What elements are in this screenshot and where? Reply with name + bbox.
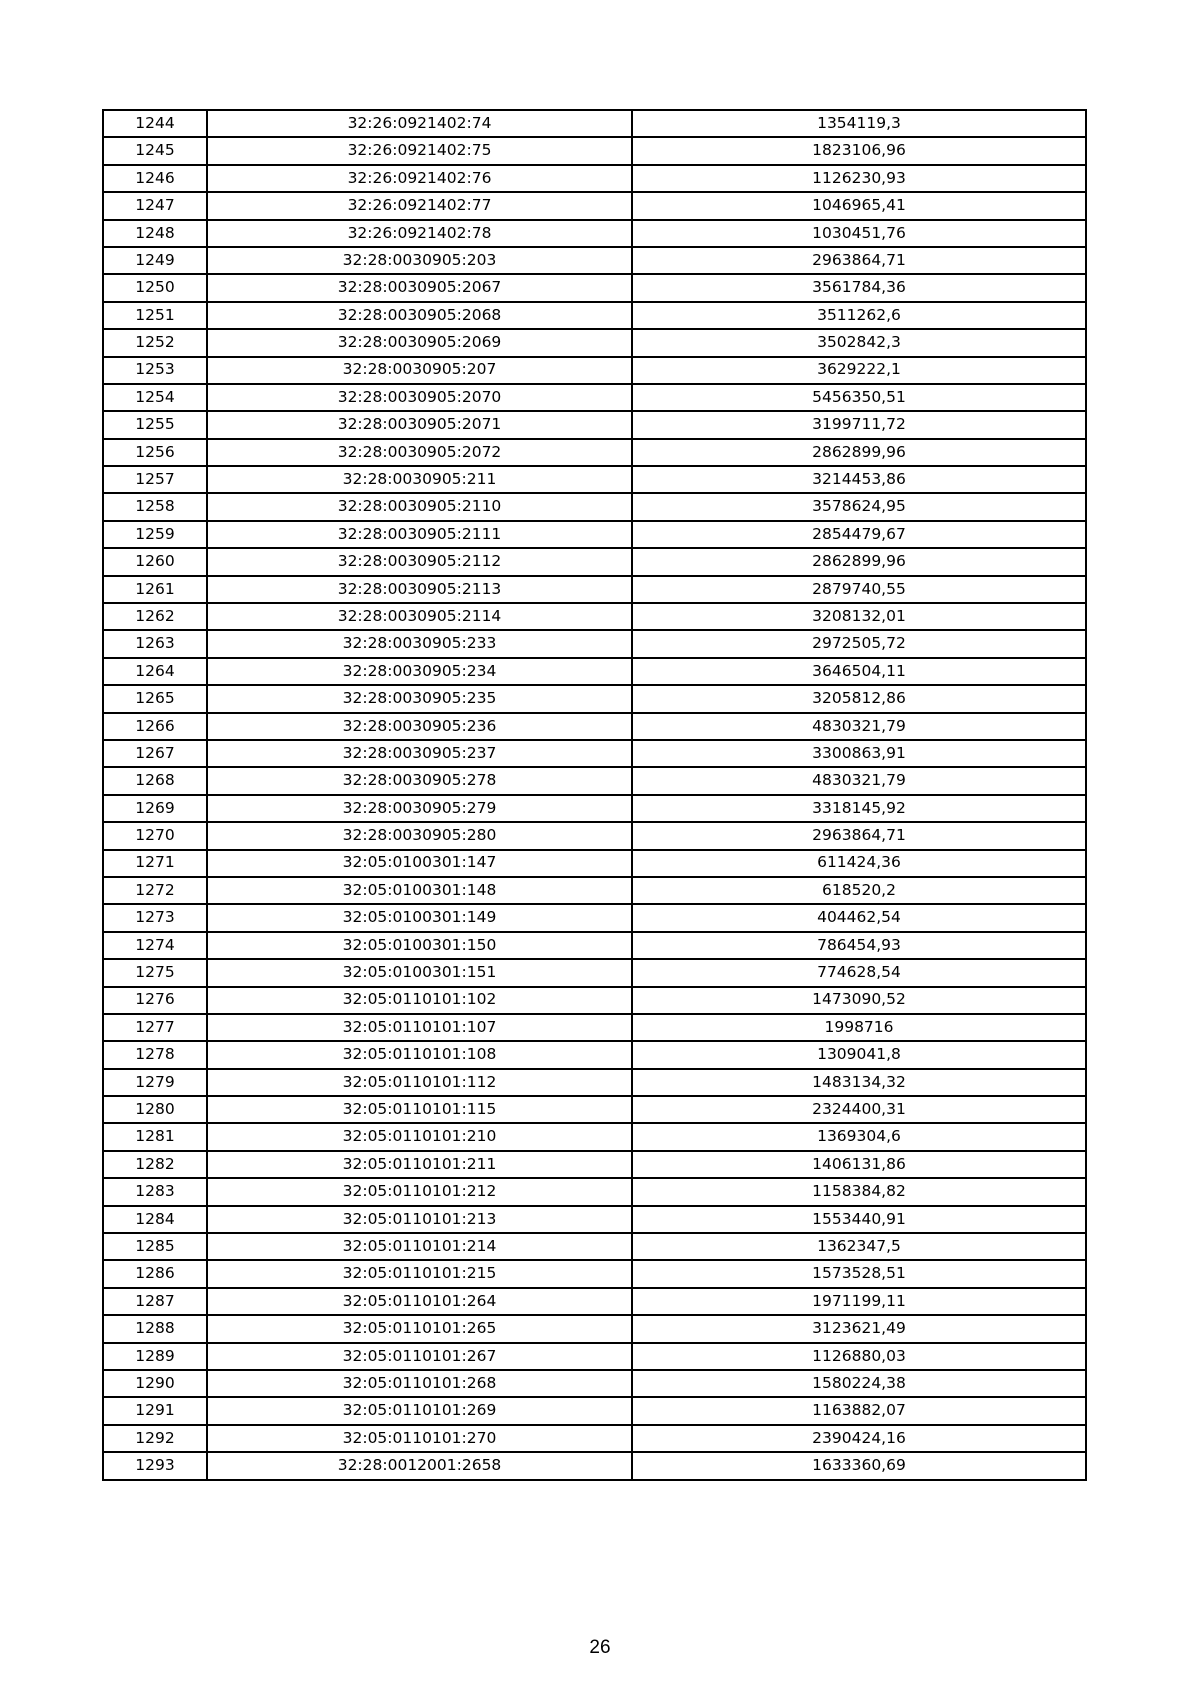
table-row [103, 685, 1086, 712]
row-number-cell: 1280 [103, 1096, 207, 1123]
cadastral-value-cell: 1126880,03 [632, 1343, 1086, 1370]
table-row [103, 850, 1086, 877]
cadastral-number-cell: 32:05:0110101:267 [207, 1343, 632, 1370]
cadastral-value-cell: 3502842,3 [632, 329, 1086, 356]
table-row [103, 137, 1086, 164]
cadastral-value-cell: 4830321,79 [632, 713, 1086, 740]
cadastral-value-cell: 1580224,38 [632, 1370, 1086, 1397]
table-row [103, 1096, 1086, 1123]
table-row [103, 740, 1086, 767]
row-number-cell: 1292 [103, 1425, 207, 1452]
table-body [103, 110, 1086, 1480]
table-row [103, 630, 1086, 657]
table-row [103, 1206, 1086, 1233]
cadastral-number-cell: 32:05:0100301:147 [207, 850, 632, 877]
cadastral-number-cell: 32:28:0030905:235 [207, 685, 632, 712]
cadastral-number-cell: 32:28:0030905:203 [207, 247, 632, 274]
cadastral-value-cell: 2862899,96 [632, 548, 1086, 575]
row-number-cell: 1270 [103, 822, 207, 849]
cadastral-value-cell: 404462,54 [632, 904, 1086, 931]
cadastral-value-cell: 1823106,96 [632, 137, 1086, 164]
cadastral-number-cell: 32:26:0921402:75 [207, 137, 632, 164]
table-row [103, 1315, 1086, 1342]
cadastral-number-cell: 32:05:0110101:264 [207, 1288, 632, 1315]
cadastral-number-cell: 32:28:0030905:2072 [207, 439, 632, 466]
cadastral-value-cell: 1030451,76 [632, 220, 1086, 247]
table-row [103, 493, 1086, 520]
cadastral-number-cell: 32:28:0030905:2070 [207, 384, 632, 411]
cadastral-value-cell: 3629222,1 [632, 357, 1086, 384]
cadastral-number-cell: 32:05:0110101:265 [207, 1315, 632, 1342]
cadastral-number-cell: 32:28:0030905:278 [207, 767, 632, 794]
cadastral-value-cell: 1362347,5 [632, 1233, 1086, 1260]
table-row [103, 1041, 1086, 1068]
row-number-cell: 1275 [103, 959, 207, 986]
cadastral-number-cell: 32:05:0110101:108 [207, 1041, 632, 1068]
row-number-cell: 1254 [103, 384, 207, 411]
cadastral-value-cell: 2963864,71 [632, 247, 1086, 274]
cadastral-number-cell: 32:28:0030905:2111 [207, 521, 632, 548]
cadastral-value-cell: 1309041,8 [632, 1041, 1086, 1068]
data-table-container [102, 109, 1087, 1481]
row-number-cell: 1256 [103, 439, 207, 466]
cadastral-value-cell: 1573528,51 [632, 1260, 1086, 1287]
cadastral-value-cell: 1483134,32 [632, 1069, 1086, 1096]
row-number-cell: 1269 [103, 795, 207, 822]
row-number-cell: 1274 [103, 932, 207, 959]
cadastral-value-cell: 2963864,71 [632, 822, 1086, 849]
cadastral-value-cell: 1473090,52 [632, 987, 1086, 1014]
row-number-cell: 1255 [103, 411, 207, 438]
cadastral-value-cell: 3318145,92 [632, 795, 1086, 822]
table-row [103, 274, 1086, 301]
row-number-cell: 1284 [103, 1206, 207, 1233]
cadastral-number-cell: 32:05:0110101:269 [207, 1397, 632, 1424]
table-row [103, 932, 1086, 959]
cadastral-number-cell: 32:26:0921402:76 [207, 165, 632, 192]
row-number-cell: 1265 [103, 685, 207, 712]
cadastral-number-cell: 32:28:0030905:2110 [207, 493, 632, 520]
table-row [103, 521, 1086, 548]
row-number-cell: 1278 [103, 1041, 207, 1068]
cadastral-value-cell: 1998716 [632, 1014, 1086, 1041]
table-row [103, 576, 1086, 603]
table-row [103, 1178, 1086, 1205]
row-number-cell: 1290 [103, 1370, 207, 1397]
table-row [103, 439, 1086, 466]
row-number-cell: 1291 [103, 1397, 207, 1424]
cadastral-number-cell: 32:05:0110101:215 [207, 1260, 632, 1287]
cadastral-value-cell: 1354119,3 [632, 110, 1086, 137]
cadastral-value-cell: 2390424,16 [632, 1425, 1086, 1452]
cadastral-value-table [102, 109, 1087, 1481]
cadastral-value-cell: 1046965,41 [632, 192, 1086, 219]
cadastral-value-cell: 611424,36 [632, 850, 1086, 877]
cadastral-number-cell: 32:28:0030905:236 [207, 713, 632, 740]
cadastral-number-cell: 32:28:0030905:2071 [207, 411, 632, 438]
cadastral-value-cell: 3300863,91 [632, 740, 1086, 767]
row-number-cell: 1252 [103, 329, 207, 356]
cadastral-value-cell: 2854479,67 [632, 521, 1086, 548]
cadastral-number-cell: 32:05:0110101:270 [207, 1425, 632, 1452]
cadastral-number-cell: 32:28:0012001:2658 [207, 1452, 632, 1479]
table-row [103, 110, 1086, 137]
table-row [103, 603, 1086, 630]
row-number-cell: 1261 [103, 576, 207, 603]
cadastral-value-cell: 2879740,55 [632, 576, 1086, 603]
table-row [103, 1343, 1086, 1370]
cadastral-value-cell: 2862899,96 [632, 439, 1086, 466]
cadastral-value-cell: 1406131,86 [632, 1151, 1086, 1178]
cadastral-number-cell: 32:28:0030905:2114 [207, 603, 632, 630]
row-number-cell: 1257 [103, 466, 207, 493]
row-number-cell: 1276 [103, 987, 207, 1014]
cadastral-value-cell: 4830321,79 [632, 767, 1086, 794]
row-number-cell: 1247 [103, 192, 207, 219]
row-number-cell: 1286 [103, 1260, 207, 1287]
table-row [103, 302, 1086, 329]
table-row [103, 165, 1086, 192]
cadastral-value-cell: 3646504,11 [632, 658, 1086, 685]
table-row [103, 247, 1086, 274]
table-row [103, 987, 1086, 1014]
cadastral-number-cell: 32:05:0110101:112 [207, 1069, 632, 1096]
cadastral-value-cell: 3208132,01 [632, 603, 1086, 630]
table-row [103, 1288, 1086, 1315]
table-row [103, 548, 1086, 575]
page-number: 26 [589, 1637, 611, 1658]
cadastral-number-cell: 32:05:0110101:211 [207, 1151, 632, 1178]
cadastral-value-cell: 774628,54 [632, 959, 1086, 986]
row-number-cell: 1293 [103, 1452, 207, 1479]
cadastral-value-cell: 5456350,51 [632, 384, 1086, 411]
table-row [103, 1014, 1086, 1041]
row-number-cell: 1262 [103, 603, 207, 630]
row-number-cell: 1271 [103, 850, 207, 877]
table-row [103, 329, 1086, 356]
cadastral-number-cell: 32:26:0921402:77 [207, 192, 632, 219]
cadastral-value-cell: 618520,2 [632, 877, 1086, 904]
table-row [103, 384, 1086, 411]
table-row [103, 1370, 1086, 1397]
cadastral-number-cell: 32:28:0030905:234 [207, 658, 632, 685]
table-row [103, 822, 1086, 849]
cadastral-number-cell: 32:05:0110101:107 [207, 1014, 632, 1041]
table-row [103, 877, 1086, 904]
cadastral-number-cell: 32:28:0030905:2113 [207, 576, 632, 603]
table-row [103, 795, 1086, 822]
cadastral-number-cell: 32:05:0110101:268 [207, 1370, 632, 1397]
row-number-cell: 1251 [103, 302, 207, 329]
row-number-cell: 1250 [103, 274, 207, 301]
row-number-cell: 1260 [103, 548, 207, 575]
cadastral-value-cell: 1369304,6 [632, 1123, 1086, 1150]
cadastral-value-cell: 3578624,95 [632, 493, 1086, 520]
cadastral-value-cell: 3205812,86 [632, 685, 1086, 712]
row-number-cell: 1248 [103, 220, 207, 247]
cadastral-value-cell: 1126230,93 [632, 165, 1086, 192]
cadastral-value-cell: 3511262,6 [632, 302, 1086, 329]
row-number-cell: 1272 [103, 877, 207, 904]
cadastral-number-cell: 32:05:0110101:210 [207, 1123, 632, 1150]
cadastral-value-cell: 2972505,72 [632, 630, 1086, 657]
row-number-cell: 1282 [103, 1151, 207, 1178]
cadastral-number-cell: 32:05:0110101:102 [207, 987, 632, 1014]
cadastral-value-cell: 3199711,72 [632, 411, 1086, 438]
row-number-cell: 1249 [103, 247, 207, 274]
cadastral-value-cell: 1553440,91 [632, 1206, 1086, 1233]
cadastral-number-cell: 32:05:0110101:214 [207, 1233, 632, 1260]
cadastral-value-cell: 1163882,07 [632, 1397, 1086, 1424]
row-number-cell: 1263 [103, 630, 207, 657]
table-row [103, 1452, 1086, 1479]
cadastral-number-cell: 32:28:0030905:211 [207, 466, 632, 493]
table-row [103, 1069, 1086, 1096]
cadastral-number-cell: 32:26:0921402:78 [207, 220, 632, 247]
table-row [103, 767, 1086, 794]
row-number-cell: 1279 [103, 1069, 207, 1096]
cadastral-number-cell: 32:26:0921402:74 [207, 110, 632, 137]
table-row [103, 1151, 1086, 1178]
cadastral-value-cell: 1633360,69 [632, 1452, 1086, 1479]
cadastral-number-cell: 32:05:0100301:151 [207, 959, 632, 986]
cadastral-number-cell: 32:28:0030905:207 [207, 357, 632, 384]
row-number-cell: 1264 [103, 658, 207, 685]
cadastral-value-cell: 3561784,36 [632, 274, 1086, 301]
row-number-cell: 1245 [103, 137, 207, 164]
row-number-cell: 1259 [103, 521, 207, 548]
table-row [103, 220, 1086, 247]
cadastral-value-cell: 3123621,49 [632, 1315, 1086, 1342]
cadastral-value-cell: 3214453,86 [632, 466, 1086, 493]
cadastral-number-cell: 32:05:0110101:213 [207, 1206, 632, 1233]
table-row [103, 357, 1086, 384]
row-number-cell: 1246 [103, 165, 207, 192]
cadastral-number-cell: 32:28:0030905:279 [207, 795, 632, 822]
cadastral-value-cell: 786454,93 [632, 932, 1086, 959]
cadastral-number-cell: 32:05:0100301:149 [207, 904, 632, 931]
table-row [103, 904, 1086, 931]
cadastral-number-cell: 32:05:0110101:115 [207, 1096, 632, 1123]
row-number-cell: 1289 [103, 1343, 207, 1370]
table-row [103, 1425, 1086, 1452]
cadastral-number-cell: 32:28:0030905:280 [207, 822, 632, 849]
table-row [103, 1123, 1086, 1150]
cadastral-number-cell: 32:05:0110101:212 [207, 1178, 632, 1205]
cadastral-number-cell: 32:28:0030905:2068 [207, 302, 632, 329]
table-row [103, 192, 1086, 219]
cadastral-number-cell: 32:05:0100301:150 [207, 932, 632, 959]
table-row [103, 466, 1086, 493]
row-number-cell: 1253 [103, 357, 207, 384]
cadastral-number-cell: 32:28:0030905:2112 [207, 548, 632, 575]
row-number-cell: 1277 [103, 1014, 207, 1041]
table-row [103, 1260, 1086, 1287]
cadastral-number-cell: 32:28:0030905:2069 [207, 329, 632, 356]
row-number-cell: 1288 [103, 1315, 207, 1342]
row-number-cell: 1268 [103, 767, 207, 794]
row-number-cell: 1244 [103, 110, 207, 137]
row-number-cell: 1281 [103, 1123, 207, 1150]
row-number-cell: 1283 [103, 1178, 207, 1205]
cadastral-value-cell: 1158384,82 [632, 1178, 1086, 1205]
cadastral-number-cell: 32:05:0100301:148 [207, 877, 632, 904]
row-number-cell: 1258 [103, 493, 207, 520]
table-row [103, 658, 1086, 685]
cadastral-number-cell: 32:28:0030905:237 [207, 740, 632, 767]
row-number-cell: 1267 [103, 740, 207, 767]
table-row [103, 959, 1086, 986]
cadastral-value-cell: 2324400,31 [632, 1096, 1086, 1123]
row-number-cell: 1273 [103, 904, 207, 931]
table-row [103, 1397, 1086, 1424]
cadastral-value-cell: 1971199,11 [632, 1288, 1086, 1315]
table-row [103, 713, 1086, 740]
table-row [103, 1233, 1086, 1260]
row-number-cell: 1266 [103, 713, 207, 740]
table-row [103, 411, 1086, 438]
cadastral-number-cell: 32:28:0030905:233 [207, 630, 632, 657]
row-number-cell: 1285 [103, 1233, 207, 1260]
row-number-cell: 1287 [103, 1288, 207, 1315]
cadastral-number-cell: 32:28:0030905:2067 [207, 274, 632, 301]
